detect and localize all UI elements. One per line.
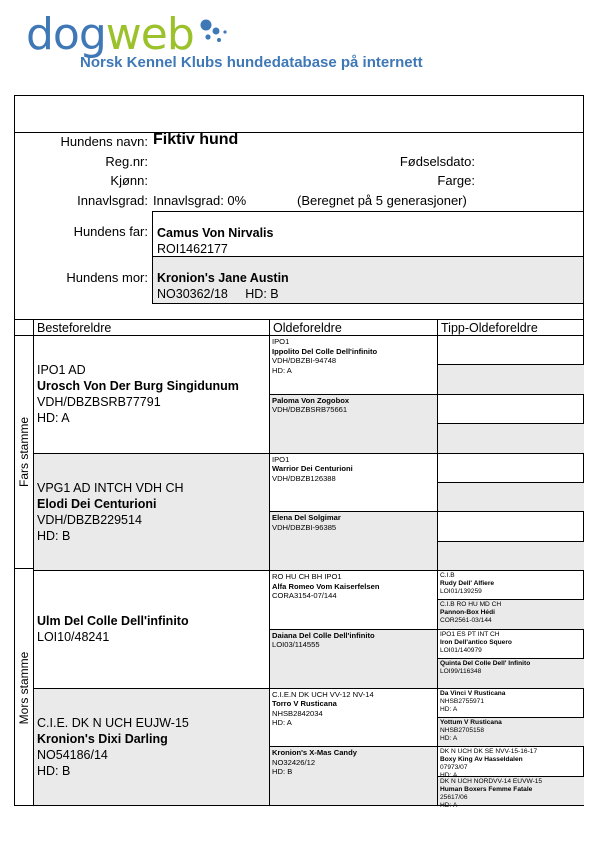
dam-label: Hundens mor: bbox=[66, 270, 148, 285]
sire-name: Camus Von Nirvalis bbox=[157, 226, 274, 240]
dog-reg: NHSB2842034 bbox=[272, 708, 323, 718]
grandparent-cell bbox=[33, 571, 269, 689]
great2-grandparent-cell bbox=[437, 542, 584, 571]
grandparent-cell bbox=[33, 336, 269, 454]
dog-reg: CORA3154-07/144 bbox=[272, 591, 337, 600]
sire-label: Hundens far: bbox=[73, 224, 148, 239]
dog-reg: VDH/DBZBSRB77791 bbox=[37, 395, 161, 410]
dog-reg: LOI10/48241 bbox=[37, 630, 110, 645]
dog-hd: HD: B bbox=[272, 767, 293, 777]
pedigree-document bbox=[14, 95, 584, 809]
dog-name: Alfa Romeo Vom Kaiserfelsen bbox=[272, 581, 380, 591]
dog-name: Rudy Dell' Alfiere bbox=[440, 580, 495, 587]
dog-reg: 25617/06 bbox=[440, 793, 468, 801]
dog-reg: VDH/DBZBI-96385 bbox=[272, 522, 337, 532]
dog-titles: C.I.E.N DK UCH VV-12 NV-14 bbox=[272, 689, 374, 699]
dog-name: Kronion's X-Mas Candy bbox=[272, 748, 357, 758]
great2-grandparent-cell bbox=[437, 600, 584, 629]
dog-titles: C.I.B RO HU MD CH bbox=[440, 601, 502, 609]
great-grandparent-cell bbox=[269, 630, 437, 689]
inbreeding-label: Innavlsgrad: bbox=[77, 193, 148, 208]
header-divider bbox=[15, 132, 583, 133]
logo-dots-icon bbox=[198, 18, 248, 58]
dog-name: Ippolito Del Colle Dell'infinito bbox=[272, 346, 378, 356]
great2-grandparent-cell bbox=[437, 571, 584, 600]
header-grandparents: Besteforeldre bbox=[33, 320, 269, 336]
dog-name: Pannon-Box Hédi bbox=[440, 609, 495, 617]
great2-grandparent-cell bbox=[437, 689, 584, 718]
dog-hd: HD: A bbox=[440, 734, 458, 742]
dog-reg: LOI03/114555 bbox=[272, 640, 320, 650]
pedigree-table bbox=[15, 319, 583, 809]
header-great: Oldeforeldre bbox=[269, 320, 437, 336]
dog-name: Torro V Rusticana bbox=[272, 699, 337, 708]
logo-wordmark: dogweb bbox=[26, 9, 194, 60]
dog-titles: C.I.B bbox=[440, 572, 455, 579]
dog-name-label: Hundens navn: bbox=[60, 134, 148, 149]
inbreeding-value: Innavlsgrad: 0% bbox=[153, 193, 247, 208]
color-label: Farge: bbox=[437, 173, 475, 188]
sire-lineage-label: Fars stamme bbox=[15, 336, 33, 569]
great-grandparent-cell bbox=[269, 571, 437, 630]
great-grandparent-cell bbox=[269, 336, 437, 395]
dog-hd: HD: A bbox=[440, 705, 458, 713]
great-grandparent-cell bbox=[269, 454, 437, 513]
great2-grandparent-cell bbox=[437, 630, 584, 659]
dog-titles: RO HU CH BH IPO1 bbox=[272, 572, 342, 581]
dog-name: Iron Dell'antico Squero bbox=[440, 638, 512, 646]
dog-name: Ulm Del Colle Dell'infinito bbox=[37, 614, 189, 629]
birthdate-label: Fødselsdato: bbox=[399, 154, 475, 169]
dog-reg: NHSB2705158 bbox=[440, 726, 484, 734]
dam-reg-hd: NO30362/18 HD: B bbox=[157, 287, 279, 301]
dog-name: Elena Del Solgimar bbox=[272, 513, 341, 523]
dog-name: Yottum V Rusticana bbox=[440, 718, 502, 726]
great2-grandparent-cell bbox=[437, 512, 584, 541]
dog-titles: DK N UCH DK SE NVV-15-16-17 bbox=[440, 748, 538, 756]
dog-name: Urosch Von Der Burg Singidunum bbox=[37, 379, 239, 394]
dog-titles: IPO1 bbox=[272, 454, 290, 464]
dog-titles: C.I.E. DK N UCH EUJW-15 bbox=[37, 715, 189, 730]
great2-grandparent-cell bbox=[437, 454, 584, 483]
great2-grandparent-cell bbox=[437, 424, 584, 453]
dog-reg: NO54186/14 bbox=[37, 747, 108, 762]
dam-lineage-label: Mors stamme bbox=[17, 651, 31, 724]
dog-hd: HD: A bbox=[440, 801, 458, 809]
dog-reg: VDH/DBZBI-94748 bbox=[272, 356, 337, 365]
dog-reg: 07973/07 bbox=[440, 764, 468, 772]
great2-grandparent-cell bbox=[437, 777, 584, 809]
dog-name: Quinta Del Colle Dell' Infinito bbox=[440, 660, 531, 668]
dog-name: Da Vinci V Rusticana bbox=[440, 689, 506, 697]
dog-titles: IPO1 AD bbox=[37, 363, 86, 378]
dog-hd: HD: B bbox=[37, 528, 71, 543]
great2-grandparent-cell bbox=[437, 336, 584, 365]
dog-reg: VDH/DBZB126388 bbox=[272, 473, 336, 483]
dog-titles: IPO1 ES PT INT CH bbox=[440, 630, 500, 638]
dam-box bbox=[152, 256, 584, 304]
sex-label: Kjønn: bbox=[110, 173, 148, 188]
dog-reg: LOI99/116348 bbox=[440, 668, 482, 676]
great2-grandparent-cell bbox=[437, 718, 584, 747]
header-great2: Tipp-Oldeforeldre bbox=[437, 320, 584, 336]
dog-name: Elodi Dei Centurioni bbox=[37, 496, 157, 511]
dog-titles: IPO1 bbox=[272, 337, 290, 346]
tagline: Norsk Kennel Klubs hundedatabase på internett bbox=[80, 54, 423, 71]
header-corner bbox=[15, 320, 33, 336]
dog-name: Human Boxers Femme Fatale bbox=[440, 785, 533, 793]
great-grandparent-cell bbox=[269, 512, 437, 571]
great-grandparent-cell bbox=[269, 747, 437, 806]
dog-reg: VDH/DBZB229514 bbox=[37, 512, 142, 527]
sire-reg: ROI1462177 bbox=[157, 242, 228, 256]
dog-name: Kronion's Dixi Darling bbox=[37, 731, 168, 746]
great2-grandparent-cell bbox=[437, 747, 584, 776]
great-grandparent-cell bbox=[269, 395, 437, 454]
dog-reg: COR2561-03/144 bbox=[440, 617, 492, 625]
dog-reg: NHSB2755971 bbox=[440, 697, 484, 705]
dog-name: Boxy King Av Hasseldalen bbox=[440, 756, 523, 764]
great2-grandparent-cell bbox=[437, 395, 584, 424]
dog-reg: LOI01/140979 bbox=[440, 646, 482, 654]
dam-name: Kronion's Jane Austin bbox=[157, 271, 289, 285]
dog-reg: LOI01/139259 bbox=[440, 588, 482, 595]
dog-reg: VDH/DBZBSRB75661 bbox=[272, 405, 348, 415]
great2-grandparent-cell bbox=[437, 659, 584, 688]
sire-box bbox=[152, 211, 584, 257]
dog-hd: HD: A bbox=[37, 411, 70, 426]
grandparent-cell bbox=[33, 689, 269, 807]
inbreeding-note: (Beregnet på 5 generasjoner) bbox=[297, 193, 467, 208]
grandparent-cell bbox=[33, 454, 269, 572]
dog-reg: NO32426/12 bbox=[272, 757, 316, 767]
dog-hd: HD: A bbox=[272, 365, 292, 375]
regnr-label: Reg.nr: bbox=[105, 154, 148, 169]
dog-titles: DK N UCH NORDVV-14 EUVW-15 bbox=[440, 777, 543, 785]
dog-hd: HD: A bbox=[272, 718, 292, 727]
logo bbox=[26, 9, 446, 74]
dog-hd: HD: B bbox=[37, 763, 71, 778]
dog-name: Fiktiv hund bbox=[153, 131, 239, 148]
great-grandparent-cell bbox=[269, 689, 437, 748]
dog-titles: VPG1 AD INTCH VDH CH bbox=[37, 480, 184, 495]
dog-name: Paloma Von Zogobox bbox=[272, 395, 350, 405]
great2-grandparent-cell bbox=[437, 365, 584, 394]
great2-grandparent-cell bbox=[437, 483, 584, 512]
dog-name: Daiana Del Colle Dell'infinito bbox=[272, 630, 375, 640]
dog-name: Warrior Dei Centurioni bbox=[272, 464, 353, 473]
